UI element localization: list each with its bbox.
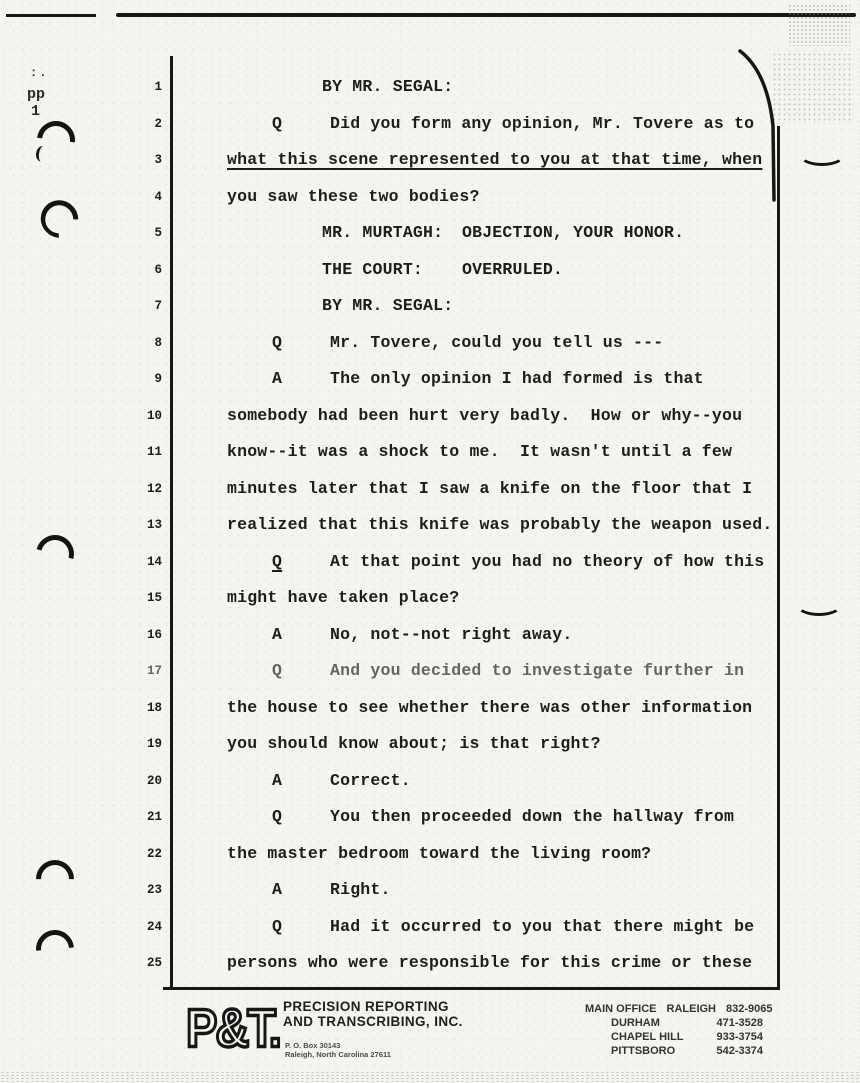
line-number: 5: [154, 226, 162, 240]
line-number: 25: [146, 956, 162, 970]
transcript-line: [0, 661, 860, 683]
office-phone: 933-3754: [716, 1031, 763, 1043]
line-number: 1: [154, 80, 162, 94]
line-number: 24: [146, 919, 162, 934]
line-number: 14: [146, 554, 162, 569]
office-row: [611, 1016, 763, 1030]
qa-text: At that point you had no theory of how this: [330, 551, 765, 571]
line-number: 20: [146, 773, 162, 788]
branch-office-rows: [585, 1016, 783, 1058]
reporter-address: [285, 1041, 391, 1059]
body-text: realized that this knife was probably the weapon used.: [227, 515, 773, 534]
firm-name-line2: AND TRANSCRIBING, INC.: [283, 1014, 463, 1029]
transcript-line: [0, 223, 860, 245]
body-text: know--it was a shock to me. It wasn't until a few: [227, 442, 733, 461]
transcript-line: [0, 187, 860, 209]
body-text: the master bedroom toward the living room?: [227, 843, 652, 863]
body-text: what this scene represented to you at that time, when: [227, 150, 763, 169]
colloquy-speaker: THE COURT:: [322, 259, 424, 279]
line-number: 2: [154, 116, 162, 131]
qa-text: Did you form any opinion, Mr. Tovere as to: [330, 113, 755, 133]
line-number: 7: [154, 299, 162, 313]
body-text: somebody had been hurt very badly. How or why--you: [227, 405, 743, 425]
scan-noise-band: [0, 1071, 860, 1083]
line-number: 13: [146, 518, 162, 532]
line-number: 8: [154, 335, 162, 350]
body-text: minutes later that I saw a knife on the floor that I: [227, 478, 753, 498]
qa-text: Had it occurred to you that there might be: [330, 916, 755, 936]
line-number: 18: [146, 700, 162, 715]
transcript-line: [0, 844, 860, 866]
transcript-line: [0, 150, 860, 172]
qa-text: Right.: [330, 880, 391, 899]
transcript-line: [0, 734, 860, 756]
office-row: [611, 1030, 763, 1044]
transcript-line: [0, 77, 860, 99]
transcript-line: [0, 333, 860, 355]
qa-text: The only opinion I had formed is that: [330, 369, 704, 388]
qa-label: Q: [272, 551, 283, 571]
line-number: 15: [146, 591, 162, 605]
body-text: the house to see whether there was other information: [227, 697, 753, 717]
reporter-firm-name: [283, 999, 463, 1029]
office-row: [611, 1044, 763, 1058]
qa-text: Correct.: [330, 770, 411, 790]
transcript-line: [0, 953, 860, 975]
transcript-line: [0, 515, 860, 537]
transcript-line: [0, 369, 860, 391]
qa-label: Q: [272, 113, 283, 133]
line-number: 9: [154, 372, 162, 386]
transcript-line: [0, 771, 860, 793]
top-rule-right-segment: [116, 13, 856, 17]
line-number: 22: [146, 846, 162, 861]
line-number: 11: [146, 445, 162, 459]
line-number: 12: [146, 481, 162, 496]
line-number: 3: [154, 153, 162, 167]
colloquy-statement: OVERRULED.: [462, 259, 564, 279]
qa-label: Q: [272, 916, 283, 936]
body-text: persons who were responsible for this crime or these: [227, 953, 753, 972]
transcript-line: [0, 442, 860, 464]
line-number: 17: [146, 664, 162, 678]
office-city: DURHAM: [611, 1017, 660, 1029]
margin-stamp-page-number: 1: [31, 103, 41, 120]
qa-text: Mr. Tovere, could you tell us ---: [330, 332, 664, 352]
line-number: 23: [146, 883, 162, 897]
transcript-line: [0, 588, 860, 610]
line-number: 10: [146, 408, 162, 423]
firm-name-line1: PRECISION REPORTING: [283, 999, 449, 1014]
transcript-line: [0, 552, 860, 574]
qa-label: A: [272, 770, 283, 790]
main-office-line: [585, 1002, 783, 1016]
main-office-phone: 832-9065: [726, 1003, 773, 1015]
line-number: 21: [146, 810, 162, 824]
address-line1: P. O. Box 30143: [285, 1041, 341, 1050]
reporter-logo: P&T.: [186, 997, 280, 1059]
scan-noise-patch: [788, 4, 850, 46]
transcript-line: [0, 698, 860, 720]
margin-stamp-pp: pp: [27, 86, 46, 103]
transcript-line: [0, 260, 860, 282]
body-text: you saw these two bodies?: [227, 186, 480, 206]
margin-stamp-dots: :.: [30, 66, 49, 80]
transcript-line: [0, 917, 860, 939]
speaker-heading: BY MR. SEGAL:: [322, 77, 454, 96]
bottom-rule: [163, 987, 780, 990]
line-number: 4: [154, 189, 162, 204]
qa-text: You then proceeded down the hallway from: [330, 807, 735, 826]
transcript-line: [0, 807, 860, 829]
qa-label: Q: [272, 661, 283, 680]
line-number: 6: [154, 262, 162, 277]
office-city: PITTSBORO: [611, 1045, 676, 1057]
body-text: you should know about; is that right?: [227, 734, 601, 753]
transcript-line: [0, 625, 860, 647]
office-phone-list: [585, 1002, 783, 1058]
top-rule-left-segment: [6, 14, 96, 17]
office-phone: 471-3528: [716, 1017, 763, 1029]
line-number: 16: [146, 627, 162, 642]
line-number: 19: [146, 737, 162, 751]
main-office-label: MAIN OFFICE: [585, 1003, 657, 1015]
qa-text: And you decided to investigate further in: [330, 661, 745, 680]
office-phone: 542-3374: [716, 1045, 763, 1057]
transcript-line: [0, 406, 860, 428]
qa-text: No, not--not right away.: [330, 624, 573, 644]
qa-label: A: [272, 369, 283, 388]
transcript-line: [0, 880, 860, 902]
colloquy-statement: OBJECTION, YOUR HONOR.: [462, 223, 685, 242]
qa-label: Q: [272, 807, 283, 826]
qa-label: A: [272, 880, 283, 899]
office-city: CHAPEL HILL: [611, 1031, 684, 1043]
colloquy-speaker: MR. MURTAGH:: [322, 223, 444, 242]
qa-label: Q: [272, 332, 283, 352]
body-text: might have taken place?: [227, 588, 460, 607]
transcript-line: [0, 479, 860, 501]
address-line2: Raleigh, North Carolina 27611: [285, 1050, 391, 1059]
speaker-heading: BY MR. SEGAL:: [322, 296, 454, 315]
main-office-city: RALEIGH: [666, 1003, 716, 1015]
transcript-line: [0, 114, 860, 136]
qa-label: A: [272, 624, 283, 644]
transcript-line: [0, 296, 860, 318]
